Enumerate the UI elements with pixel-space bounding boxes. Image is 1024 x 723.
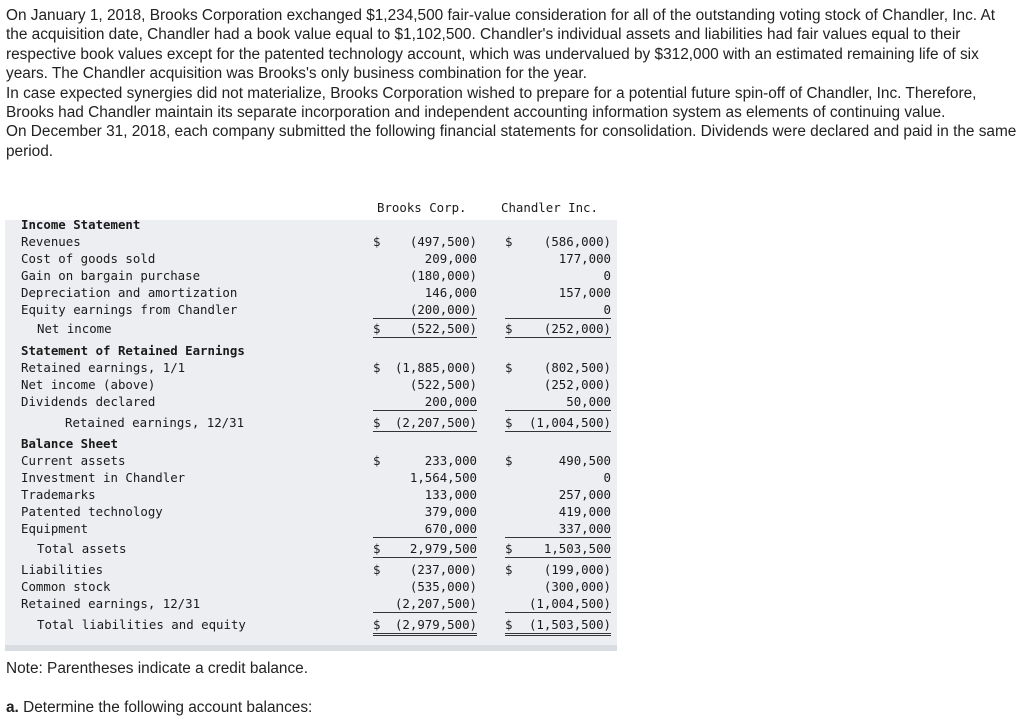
chandler-value-cell (505, 540, 611, 558)
brooks-value-cell (373, 301, 477, 319)
problem-intro (6, 6, 1020, 161)
amount: 50,000 (566, 394, 611, 409)
row-label: Depreciation and amortization (21, 285, 238, 300)
chandler-value-cell (505, 267, 611, 285)
amount: (237,000) (409, 562, 477, 577)
task-prompt (6, 699, 312, 717)
currency-symbol: $ (505, 360, 513, 375)
amount: 490,500 (558, 453, 611, 468)
amount: (300,000) (543, 579, 611, 594)
chandler-value-cell (505, 486, 611, 504)
brooks-value-cell (373, 452, 477, 470)
chandler-value-cell (505, 284, 611, 302)
amount: 419,000 (558, 504, 611, 519)
amount: 1,564,500 (409, 470, 477, 485)
row-label: Gain on bargain purchase (21, 268, 201, 283)
brooks-value-cell (373, 284, 477, 302)
amount: 157,000 (558, 285, 611, 300)
row-label: Statement of Retained Earnings (21, 343, 245, 358)
row-label: Revenues (21, 234, 81, 249)
subtotal-rule (505, 537, 611, 538)
total-rule (505, 633, 611, 634)
brooks-value-cell (373, 376, 477, 394)
brooks-value-cell (373, 540, 477, 558)
chandler-value-cell (505, 250, 611, 268)
row-label: Total liabilities and equity (37, 617, 246, 632)
row-label: Investment in Chandler (21, 470, 186, 485)
amount: (802,500) (543, 360, 611, 375)
chandler-value-cell (505, 595, 611, 613)
row-label: Trademarks (21, 487, 96, 502)
row-label: Total assets (37, 541, 127, 556)
chandler-value-cell (505, 320, 611, 338)
row-label: Patented technology (21, 504, 163, 519)
row-label: Net income (above) (21, 377, 156, 392)
subtotal-rule (373, 612, 477, 613)
chandler-value-cell (505, 561, 611, 579)
currency-symbol: $ (373, 541, 381, 556)
amount: (522,500) (409, 377, 477, 392)
brooks-value-cell (373, 595, 477, 613)
currency-symbol: $ (373, 415, 381, 430)
chandler-value-cell (505, 503, 611, 521)
double-rule (505, 635, 611, 636)
brooks-value-cell (373, 250, 477, 268)
currency-symbol: $ (373, 234, 381, 249)
row-label: Retained earnings, 12/31 (21, 596, 201, 611)
row-label: Net income (37, 321, 112, 336)
currency-symbol: $ (373, 453, 381, 468)
total-rule (505, 431, 611, 432)
brooks-value-cell (373, 320, 477, 338)
amount: 337,000 (558, 521, 611, 536)
amount: (1,885,000) (394, 360, 477, 375)
amount: 1,503,500 (543, 541, 611, 556)
brooks-value-cell (373, 469, 477, 487)
currency-symbol: $ (373, 360, 381, 375)
row-label: Cost of goods sold (21, 251, 156, 266)
task-text: Determine the following account balances: (23, 699, 313, 716)
brooks-value-cell (373, 616, 477, 634)
brooks-value-cell (373, 393, 477, 411)
row-label: Equipment (21, 521, 89, 536)
amount: (252,000) (543, 321, 611, 336)
intro-paragraph-2: In case expected synergies did not materialize, Brooks Corporation wished to prepare for a potential future spin-off of Chandler, Inc. Therefore, Brooks had Chandler maintain its separate incorporation and independent accounting information system as elements of continuing value. (6, 84, 977, 122)
currency-symbol: $ (505, 234, 513, 249)
subtotal-rule (505, 612, 611, 613)
amount: 177,000 (558, 251, 611, 266)
amount: (180,000) (409, 268, 477, 283)
currency-symbol: $ (373, 562, 381, 577)
row-label: Balance Sheet (21, 436, 118, 451)
row-label: Dividends declared (21, 394, 156, 409)
subtotal-rule (373, 410, 477, 411)
total-rule (373, 557, 477, 558)
brooks-value-cell (373, 503, 477, 521)
amount: 233,000 (424, 453, 477, 468)
amount: (497,500) (409, 234, 477, 249)
chandler-value-cell (505, 452, 611, 470)
amount: (2,979,500) (394, 617, 477, 632)
amount: 0 (603, 302, 611, 317)
amount: (1,004,500) (528, 596, 611, 611)
chandler-value-cell (505, 301, 611, 319)
amount: 133,000 (424, 487, 477, 502)
row-label: Income Statement (21, 217, 141, 232)
currency-symbol: $ (505, 453, 513, 468)
amount: 379,000 (424, 504, 477, 519)
amount: 0 (603, 268, 611, 283)
brooks-value-cell (373, 359, 477, 377)
intro-paragraph-3: On December 31, 2018, each company submitted the following financial statements for consolidation. Dividends were declared and paid in the same period. (6, 123, 1017, 160)
double-rule (373, 635, 477, 636)
chandler-value-cell (505, 520, 611, 538)
amount: (252,000) (543, 377, 611, 392)
subtotal-rule (505, 318, 611, 319)
amount: (2,207,500) (394, 415, 477, 430)
row-label: Retained earnings, 12/31 (65, 415, 245, 430)
brooks-value-cell (373, 233, 477, 251)
amount: 0 (603, 470, 611, 485)
amount: (1,004,500) (528, 415, 611, 430)
credit-balance-note: Note: Parentheses indicate a credit balance. (6, 660, 309, 677)
currency-symbol: $ (373, 617, 381, 632)
amount: 146,000 (424, 285, 477, 300)
row-label: Common stock (21, 579, 111, 594)
chandler-value-cell (505, 414, 611, 432)
chandler-value-cell (505, 469, 611, 487)
chandler-value-cell (505, 393, 611, 411)
subtotal-rule (373, 537, 477, 538)
amount: 257,000 (558, 487, 611, 502)
total-rule (373, 633, 477, 634)
column-header-brooks: Brooks Corp. (377, 200, 467, 215)
row-label: Liabilities (21, 562, 104, 577)
currency-symbol: $ (373, 321, 381, 336)
amount: (199,000) (543, 562, 611, 577)
amount: (1,503,500) (528, 617, 611, 632)
column-header-chandler: Chandler Inc. (501, 200, 598, 215)
brooks-value-cell (373, 414, 477, 432)
amount: 200,000 (424, 394, 477, 409)
brooks-value-cell (373, 578, 477, 596)
currency-symbol: $ (505, 617, 513, 632)
amount: (586,000) (543, 234, 611, 249)
task-letter: a. (6, 699, 19, 716)
brooks-value-cell (373, 267, 477, 285)
total-rule (373, 337, 477, 338)
amount: (2,207,500) (394, 596, 477, 611)
row-label: Current assets (21, 453, 126, 468)
subtotal-rule (505, 410, 611, 411)
intro-paragraph-1: On January 1, 2018, Brooks Corporation exchanged $1,234,500 fair-value consideration for all of the outstanding voting stock of Chandler, Inc. At the acquisition date, Chandler had a book value equal to $1,102,500. Chandler's individual assets and liabilities had fair values equal to their respective book values except for the patented technology account, which was undervalued by $312,000 with an estimated remaining life of six years. The Chandler acquisition was Brooks's only business combination for the year. (6, 7, 996, 83)
chandler-value-cell (505, 578, 611, 596)
amount: (522,500) (409, 321, 477, 336)
amount: 209,000 (424, 251, 477, 266)
table-bottom-bar (5, 645, 617, 651)
currency-symbol: $ (505, 541, 513, 556)
subtotal-rule (373, 318, 477, 319)
amount: (535,000) (409, 579, 477, 594)
brooks-value-cell (373, 561, 477, 579)
amount: (200,000) (409, 302, 477, 317)
total-rule (505, 337, 611, 338)
total-rule (373, 431, 477, 432)
row-label: Retained earnings, 1/1 (21, 360, 186, 375)
brooks-value-cell (373, 520, 477, 538)
amount: 670,000 (424, 521, 477, 536)
total-rule (505, 557, 611, 558)
chandler-value-cell (505, 359, 611, 377)
row-label: Equity earnings from Chandler (21, 302, 238, 317)
chandler-value-cell (505, 233, 611, 251)
chandler-value-cell (505, 376, 611, 394)
currency-symbol: $ (505, 415, 513, 430)
chandler-value-cell (505, 616, 611, 634)
currency-symbol: $ (505, 321, 513, 336)
amount: 2,979,500 (409, 541, 477, 556)
currency-symbol: $ (505, 562, 513, 577)
brooks-value-cell (373, 486, 477, 504)
